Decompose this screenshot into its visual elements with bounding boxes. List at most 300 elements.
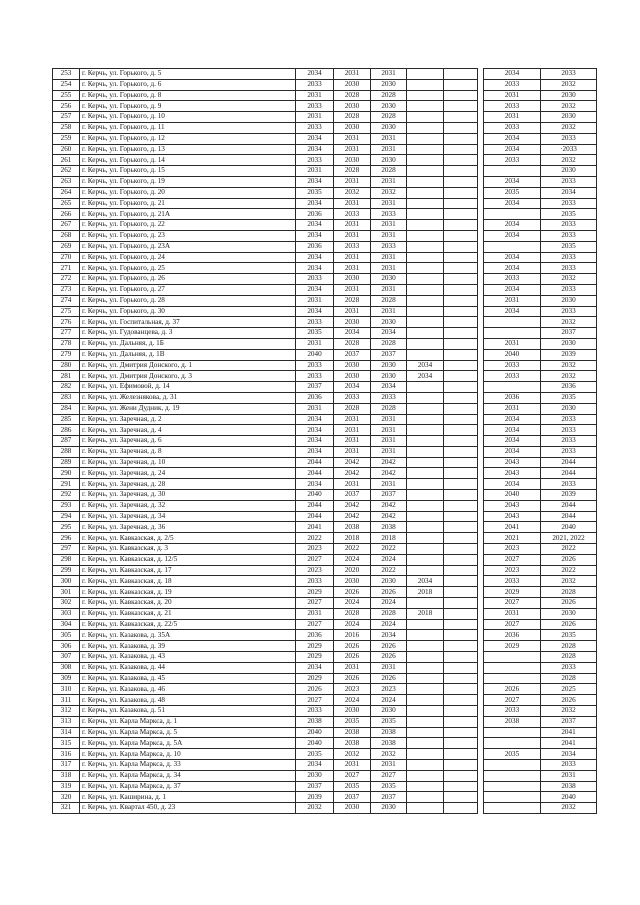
address-cell: г. Керчь, ул. Заречная, д. 6 — [80, 436, 296, 447]
row-number: 283 — [53, 392, 80, 403]
year-cell-5 — [444, 360, 478, 371]
year-cell-6 — [484, 652, 541, 663]
year-cell-5 — [444, 425, 478, 436]
year-cell-5 — [444, 155, 478, 166]
year-cell-2: 2024 — [334, 695, 371, 706]
year-cell-6: 2031 — [484, 403, 541, 414]
row-number: 301 — [53, 587, 80, 598]
year-cell-5 — [444, 101, 478, 112]
year-cell-3: 2031 — [371, 144, 407, 155]
row-number: 265 — [53, 198, 80, 209]
year-cell-4 — [407, 133, 444, 144]
address-cell: г. Керчь, ул. Заречная, д. 10 — [80, 457, 296, 468]
row-number: 262 — [53, 166, 80, 177]
year-cell-6: 2034 — [484, 133, 541, 144]
table-row — [53, 576, 597, 587]
year-cell-6: 2036 — [484, 630, 541, 641]
year-cell-3: 2030 — [371, 122, 407, 133]
year-cell-7: 2033 — [541, 263, 597, 274]
row-number: 290 — [53, 468, 80, 479]
row-number: 255 — [53, 90, 80, 101]
year-cell-7: 2035 — [541, 241, 597, 252]
year-cell-5 — [444, 230, 478, 241]
year-cell-6: 2034 — [484, 144, 541, 155]
year-cell-6: 2033 — [484, 155, 541, 166]
address-cell: г. Керчь, ул. Горького, д. 11 — [80, 122, 296, 133]
year-cell-5 — [444, 479, 478, 490]
address-cell: г. Керчь, ул. Казакова, д. 46 — [80, 684, 296, 695]
year-cell-1: 2022 — [296, 533, 334, 544]
year-cell-3: 2024 — [371, 695, 407, 706]
table-row — [53, 425, 597, 436]
year-cell-5 — [444, 533, 478, 544]
year-cell-3: 2035 — [371, 716, 407, 727]
year-cell-2: 2028 — [334, 608, 371, 619]
year-cell-3: 2035 — [371, 781, 407, 792]
address-cell: г. Керчь, ул. Горького, д. 30 — [80, 306, 296, 317]
year-cell-3: 2031 — [371, 760, 407, 771]
row-number: 258 — [53, 122, 80, 133]
year-cell-7: 2030 — [541, 608, 597, 619]
year-cell-5 — [444, 608, 478, 619]
year-cell-4 — [407, 522, 444, 533]
address-cell: г. Керчь, ул. Горького, д. 26 — [80, 274, 296, 285]
year-cell-5 — [444, 760, 478, 771]
row-number: 278 — [53, 338, 80, 349]
year-cell-3: 2034 — [371, 328, 407, 339]
row-number: 304 — [53, 619, 80, 630]
year-cell-4 — [407, 738, 444, 749]
year-cell-7: 2030 — [541, 295, 597, 306]
year-cell-3: 2030 — [371, 79, 407, 90]
year-cell-1: 2034 — [296, 414, 334, 425]
year-cell-1: 2031 — [296, 112, 334, 123]
year-cell-3: 2031 — [371, 662, 407, 673]
year-cell-6: 2043 — [484, 500, 541, 511]
row-number: 261 — [53, 155, 80, 166]
year-cell-4 — [407, 274, 444, 285]
address-cell: г. Керчь, ул. Горького, д. 23 — [80, 230, 296, 241]
address-cell: г. Керчь, ул. Казакова, д. 43 — [80, 652, 296, 663]
table-row — [53, 284, 597, 295]
table-row — [53, 317, 597, 328]
year-cell-3: 2024 — [371, 598, 407, 609]
year-cell-7: 2035 — [541, 209, 597, 220]
year-cell-5 — [444, 122, 478, 133]
year-cell-6: 2027 — [484, 695, 541, 706]
year-cell-4 — [407, 241, 444, 252]
year-cell-2: 2031 — [334, 220, 371, 231]
row-number: 256 — [53, 101, 80, 112]
year-cell-1: 2029 — [296, 641, 334, 652]
year-cell-4 — [407, 155, 444, 166]
year-cell-3: 2032 — [371, 749, 407, 760]
year-cell-2: 2030 — [334, 803, 371, 814]
table-row — [53, 382, 597, 393]
year-cell-6: 2031 — [484, 338, 541, 349]
row-number: 263 — [53, 176, 80, 187]
row-number: 277 — [53, 328, 80, 339]
year-cell-4 — [407, 457, 444, 468]
address-cell: г. Керчь, ул. Заречная, д. 28 — [80, 479, 296, 490]
table-row — [53, 641, 597, 652]
year-cell-5 — [444, 511, 478, 522]
year-cell-1: 2034 — [296, 446, 334, 457]
year-cell-6: 2031 — [484, 295, 541, 306]
year-cell-2: 2033 — [334, 392, 371, 403]
year-cell-2: 2031 — [334, 252, 371, 263]
year-cell-4 — [407, 770, 444, 781]
address-cell: г. Керчь, ул. Квартал 450, д. 23 — [80, 803, 296, 814]
address-cell: г. Керчь, ул. Горького, д. 22 — [80, 220, 296, 231]
year-cell-7: 2031 — [541, 770, 597, 781]
year-cell-1: 2036 — [296, 241, 334, 252]
address-cell: г. Керчь, ул. Карла Маркса, д. 33 — [80, 760, 296, 771]
address-cell: г. Керчь, ул. Карла Маркса, д. 10 — [80, 749, 296, 760]
year-cell-1: 2034 — [296, 69, 334, 80]
year-cell-2: 2026 — [334, 673, 371, 684]
address-cell: г. Керчь, ул. Карла Маркса, д. 34 — [80, 770, 296, 781]
year-cell-2: 2026 — [334, 587, 371, 598]
year-cell-6 — [484, 781, 541, 792]
year-cell-3: 2026 — [371, 652, 407, 663]
year-cell-4 — [407, 684, 444, 695]
year-cell-3: 2031 — [371, 479, 407, 490]
year-cell-4 — [407, 69, 444, 80]
year-cell-7: 2026 — [541, 619, 597, 630]
year-cell-6 — [484, 760, 541, 771]
row-number: 297 — [53, 544, 80, 555]
year-cell-6: 2034 — [484, 252, 541, 263]
year-cell-1: 2044 — [296, 511, 334, 522]
year-cell-4 — [407, 263, 444, 274]
table-row — [53, 414, 597, 425]
table-row — [53, 79, 597, 90]
year-cell-7: 2033 — [541, 198, 597, 209]
year-cell-2: 2026 — [334, 652, 371, 663]
year-cell-3: 2026 — [371, 587, 407, 598]
table-row — [53, 727, 597, 738]
address-cell: г. Керчь, ул. Горького, д. 14 — [80, 155, 296, 166]
year-cell-7: 2032 — [541, 274, 597, 285]
year-cell-4 — [407, 706, 444, 717]
year-cell-5 — [444, 252, 478, 263]
year-cell-1: 2033 — [296, 274, 334, 285]
year-cell-4 — [407, 187, 444, 198]
year-cell-2: 2024 — [334, 554, 371, 565]
year-cell-1: 2031 — [296, 608, 334, 619]
year-cell-5 — [444, 500, 478, 511]
year-cell-5 — [444, 371, 478, 382]
year-cell-3: 2028 — [371, 112, 407, 123]
year-cell-3: 2030 — [371, 706, 407, 717]
year-cell-3: 2033 — [371, 392, 407, 403]
year-cell-4 — [407, 511, 444, 522]
year-cell-6 — [484, 662, 541, 673]
table-row — [53, 349, 597, 360]
year-cell-2: 2030 — [334, 79, 371, 90]
year-cell-3: 2032 — [371, 187, 407, 198]
row-number: 318 — [53, 770, 80, 781]
row-number: 260 — [53, 144, 80, 155]
year-cell-7: 2041 — [541, 727, 597, 738]
year-cell-1: 2027 — [296, 619, 334, 630]
year-cell-4 — [407, 727, 444, 738]
address-cell: г. Керчь, ул. Казакова, д. 44 — [80, 662, 296, 673]
table-row — [53, 511, 597, 522]
address-cell: г. Керчь, ул. Дмитрия Донского, д. 3 — [80, 371, 296, 382]
year-cell-2: 2038 — [334, 727, 371, 738]
year-cell-5 — [444, 133, 478, 144]
year-cell-7: 2032 — [541, 803, 597, 814]
year-cell-5 — [444, 338, 478, 349]
row-number: 279 — [53, 349, 80, 360]
row-number: 253 — [53, 69, 80, 80]
year-cell-5 — [444, 522, 478, 533]
table-row — [53, 241, 597, 252]
year-cell-5 — [444, 652, 478, 663]
year-cell-7: 2035 — [541, 630, 597, 641]
year-cell-7: 2033 — [541, 662, 597, 673]
year-cell-2: 2037 — [334, 792, 371, 803]
row-number: 272 — [53, 274, 80, 285]
table-row — [53, 522, 597, 533]
year-cell-4 — [407, 436, 444, 447]
year-cell-1: 2033 — [296, 79, 334, 90]
address-cell: г. Керчь, ул. Горького, д. 24 — [80, 252, 296, 263]
year-cell-3: 2031 — [371, 414, 407, 425]
year-cell-3: 2026 — [371, 673, 407, 684]
year-cell-2: 2016 — [334, 630, 371, 641]
year-cell-5 — [444, 176, 478, 187]
address-cell: г. Керчь, ул. Кавказская, д. 22/5 — [80, 619, 296, 630]
year-cell-1: 2036 — [296, 392, 334, 403]
year-cell-3: 2028 — [371, 608, 407, 619]
year-cell-2: 2028 — [334, 403, 371, 414]
year-cell-6: 2034 — [484, 425, 541, 436]
year-cell-1: 2034 — [296, 306, 334, 317]
year-cell-3: 2023 — [371, 684, 407, 695]
address-cell: г. Керчь, ул. Горького, д. 28 — [80, 295, 296, 306]
year-cell-3: 2030 — [371, 803, 407, 814]
address-cell: г. Керчь, ул. Ефимовой, д. 14 — [80, 382, 296, 393]
year-cell-2: 2031 — [334, 284, 371, 295]
year-cell-2: 2035 — [334, 781, 371, 792]
table-row — [53, 446, 597, 457]
year-cell-3: 2031 — [371, 176, 407, 187]
year-cell-3: 2026 — [371, 641, 407, 652]
year-cell-6: 2043 — [484, 468, 541, 479]
year-cell-4 — [407, 317, 444, 328]
year-cell-2: 2037 — [334, 490, 371, 501]
row-number: 299 — [53, 565, 80, 576]
year-cell-6: 2033 — [484, 371, 541, 382]
row-number: 288 — [53, 446, 80, 457]
table-row — [53, 209, 597, 220]
year-cell-7: 2030 — [541, 338, 597, 349]
year-cell-7: 2033 — [541, 479, 597, 490]
year-cell-2: 2030 — [334, 371, 371, 382]
year-cell-4 — [407, 446, 444, 457]
year-cell-2: 2027 — [334, 770, 371, 781]
year-cell-2: 2030 — [334, 155, 371, 166]
row-number: 317 — [53, 760, 80, 771]
year-cell-2: 2030 — [334, 576, 371, 587]
year-cell-1: 2033 — [296, 706, 334, 717]
year-cell-4 — [407, 792, 444, 803]
year-cell-5 — [444, 198, 478, 209]
year-cell-3: 2031 — [371, 263, 407, 274]
row-number: 264 — [53, 187, 80, 198]
table-row — [53, 544, 597, 555]
row-number: 273 — [53, 284, 80, 295]
year-cell-5 — [444, 749, 478, 760]
year-cell-7: 2022 — [541, 544, 597, 555]
year-cell-1: 2034 — [296, 760, 334, 771]
row-number: 305 — [53, 630, 80, 641]
year-cell-1: 2034 — [296, 436, 334, 447]
year-cell-2: 2031 — [334, 436, 371, 447]
row-number: 280 — [53, 360, 80, 371]
address-cell: г. Керчь, ул. Казакова, д. 35А — [80, 630, 296, 641]
table-row — [53, 673, 597, 684]
address-cell: г. Керчь, ул. Кавказская, д. 3 — [80, 544, 296, 555]
year-cell-7: 2033 — [541, 306, 597, 317]
year-cell-4 — [407, 90, 444, 101]
year-cell-7: 2032 — [541, 706, 597, 717]
row-number: 294 — [53, 511, 80, 522]
year-cell-5 — [444, 382, 478, 393]
year-cell-2: 2038 — [334, 738, 371, 749]
row-number: 321 — [53, 803, 80, 814]
table-row — [53, 252, 597, 263]
year-cell-1: 2029 — [296, 587, 334, 598]
year-cell-4 — [407, 598, 444, 609]
row-number: 295 — [53, 522, 80, 533]
year-cell-2: 2031 — [334, 133, 371, 144]
year-cell-7: 2032 — [541, 317, 597, 328]
year-cell-3: 2030 — [371, 360, 407, 371]
year-cell-7: ·2033 — [541, 144, 597, 155]
year-cell-6 — [484, 792, 541, 803]
address-cell: г. Керчь, ул. Горького, д. 6 — [80, 79, 296, 90]
table-row — [53, 338, 597, 349]
year-cell-7: 2044 — [541, 500, 597, 511]
year-cell-3: 2042 — [371, 500, 407, 511]
year-cell-1: 2040 — [296, 727, 334, 738]
year-cell-1: 2040 — [296, 349, 334, 360]
year-cell-1: 2034 — [296, 252, 334, 263]
table-row — [53, 112, 597, 123]
year-cell-1: 2034 — [296, 144, 334, 155]
row-number: 316 — [53, 749, 80, 760]
table-row — [53, 101, 597, 112]
year-cell-2: 2026 — [334, 641, 371, 652]
table-row — [53, 749, 597, 760]
year-cell-1: 2037 — [296, 781, 334, 792]
year-cell-1: 2040 — [296, 490, 334, 501]
year-cell-3: 2028 — [371, 338, 407, 349]
table-row — [53, 792, 597, 803]
year-cell-3: 2031 — [371, 446, 407, 457]
row-number: 320 — [53, 792, 80, 803]
row-number: 254 — [53, 79, 80, 90]
year-cell-6: 2029 — [484, 641, 541, 652]
year-cell-2: 2032 — [334, 749, 371, 760]
year-cell-6: 2034 — [484, 230, 541, 241]
year-cell-4 — [407, 338, 444, 349]
row-number: 257 — [53, 112, 80, 123]
year-cell-2: 2031 — [334, 414, 371, 425]
year-cell-7: 2030 — [541, 403, 597, 414]
table-row — [53, 328, 597, 339]
year-cell-3: 2042 — [371, 511, 407, 522]
year-cell-5 — [444, 274, 478, 285]
year-cell-4 — [407, 230, 444, 241]
year-cell-6 — [484, 241, 541, 252]
year-cell-2: 2031 — [334, 263, 371, 274]
table-row — [53, 781, 597, 792]
year-cell-1: 2034 — [296, 198, 334, 209]
year-cell-5 — [444, 79, 478, 90]
table-row — [53, 403, 597, 414]
row-number: 296 — [53, 533, 80, 544]
year-cell-7: 2033 — [541, 284, 597, 295]
table-row — [53, 803, 597, 814]
year-cell-4 — [407, 176, 444, 187]
year-cell-5 — [444, 695, 478, 706]
year-cell-7: 2032 — [541, 79, 597, 90]
year-cell-3: 2031 — [371, 133, 407, 144]
table-row — [53, 533, 597, 544]
row-number: 311 — [53, 695, 80, 706]
year-cell-6: 2031 — [484, 608, 541, 619]
row-number: 286 — [53, 425, 80, 436]
table-row — [53, 187, 597, 198]
year-cell-1: 2036 — [296, 209, 334, 220]
year-cell-5 — [444, 392, 478, 403]
year-cell-6: 2033 — [484, 79, 541, 90]
table-row — [53, 176, 597, 187]
address-cell: г. Керчь, ул. Заречная, д. 32 — [80, 500, 296, 511]
year-cell-1: 2037 — [296, 382, 334, 393]
year-cell-4 — [407, 382, 444, 393]
year-cell-2: 2028 — [334, 166, 371, 177]
year-cell-1: 2034 — [296, 284, 334, 295]
year-cell-3: 2034 — [371, 382, 407, 393]
year-cell-4 — [407, 652, 444, 663]
year-cell-3: 2031 — [371, 306, 407, 317]
year-cell-1: 2031 — [296, 295, 334, 306]
year-cell-3: 2033 — [371, 241, 407, 252]
address-cell: г. Керчь, ул. Горького, д. 20 — [80, 187, 296, 198]
year-cell-4 — [407, 630, 444, 641]
address-cell: г. Керчь, ул. Заречная, д. 2 — [80, 414, 296, 425]
year-cell-4 — [407, 328, 444, 339]
year-cell-6 — [484, 673, 541, 684]
address-cell: г. Керчь, ул. Казакова, д. 51 — [80, 706, 296, 717]
year-cell-5 — [444, 727, 478, 738]
year-cell-4 — [407, 403, 444, 414]
year-cell-1: 2041 — [296, 522, 334, 533]
row-number: 259 — [53, 133, 80, 144]
address-cell: г. Керчь, ул. Кавказская, д. 19 — [80, 587, 296, 598]
row-number: 307 — [53, 652, 80, 663]
year-cell-1: 2034 — [296, 425, 334, 436]
address-cell: г. Керчь, ул. Заречная, д. 36 — [80, 522, 296, 533]
year-cell-6: 2035 — [484, 749, 541, 760]
year-cell-5 — [444, 706, 478, 717]
